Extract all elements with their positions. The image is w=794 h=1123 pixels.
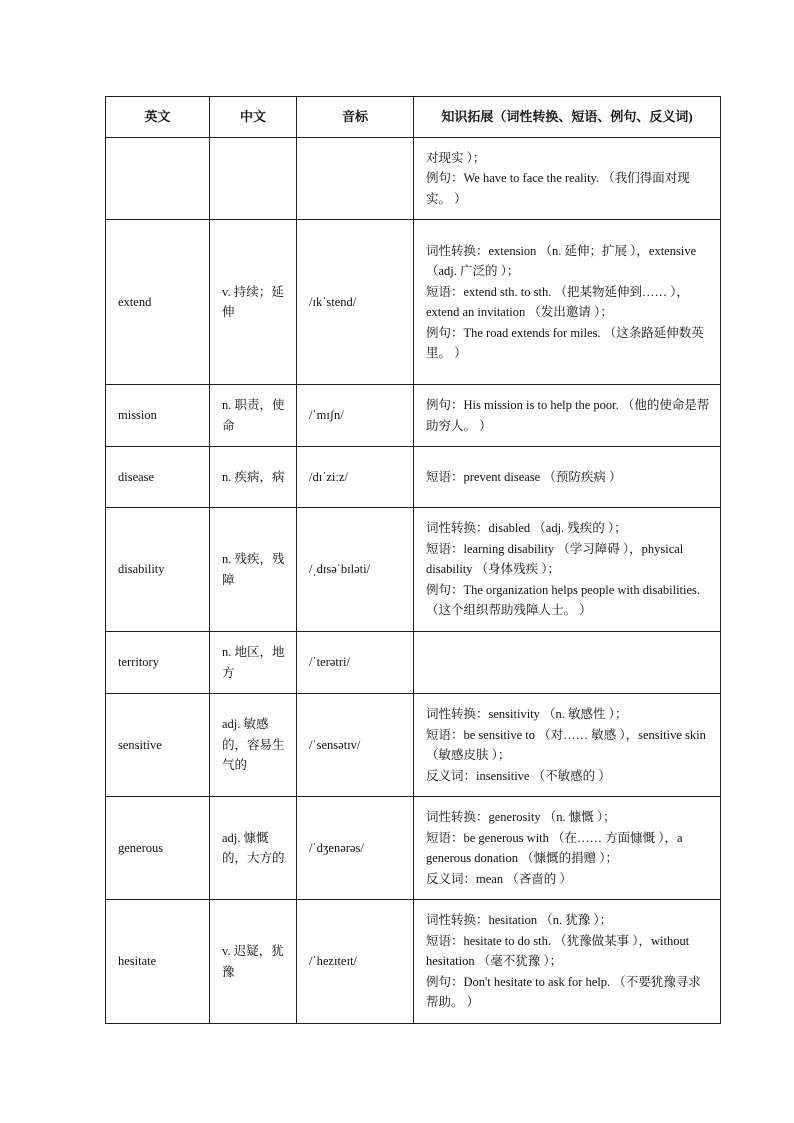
phonetic-cell: /ˈhezɪteɪt/ (297, 900, 414, 1024)
note-line: 短语：prevent disease （预防疾病 ） (426, 469, 622, 484)
header-chinese: 中文 (210, 97, 297, 138)
note-line: 短语：hesitate to do sth. （犹豫做某事 ），without hesitation （毫不犹豫 ）； (426, 933, 690, 969)
notes-cell (414, 447, 721, 508)
meaning-cell: v. 迟疑，犹豫 (210, 900, 297, 1024)
table-row (106, 900, 721, 1024)
note-line: 词性转换：generosity （n. 慷慨 ）； (426, 810, 616, 824)
phonetic-cell: /ˈsensətɪv/ (297, 694, 414, 797)
meaning-cell: adj. 慷慨的，大方的 (210, 797, 297, 900)
table-row (106, 797, 721, 900)
header-phonetic: 音标 (297, 97, 414, 138)
phonetic-cell (297, 138, 414, 220)
word-cell (106, 138, 210, 220)
header-english: 英文 (106, 97, 210, 138)
word-cell: generous (106, 797, 210, 900)
meaning-cell: n. 地区，地方 (210, 632, 297, 694)
notes-cell (414, 508, 721, 632)
meaning-cell: n. 职责，使命 (210, 385, 297, 447)
phonetic-cell: /dɪˈziːz/ (297, 447, 414, 508)
notes-cell (414, 900, 721, 1024)
notes-cell (414, 220, 721, 385)
notes-cell (414, 385, 721, 447)
note-line: 反义词：insensitive （不敏感的 ） (426, 768, 611, 783)
table-row (106, 508, 721, 632)
phonetic-cell: /ˈterətri/ (297, 632, 414, 694)
word-cell: disability (106, 508, 210, 632)
notes-cell (414, 138, 721, 220)
note-line: 对现实 ）； (426, 150, 486, 165)
note-line: 例句：His mission is to help the poor. （他的使命是帮助穷人。 ） (426, 398, 710, 433)
note-line: 例句：We have to face the reality. （我们得面对现实。 ） (426, 171, 690, 206)
table-row (106, 447, 721, 508)
word-cell: disease (106, 447, 210, 508)
phonetic-cell: /ˌdɪsəˈbɪləti/ (297, 508, 414, 632)
word-cell: extend (106, 220, 210, 385)
meaning-cell: v. 持续；延伸 (210, 220, 297, 385)
note-line: 短语：be generous with （在…… 方面慷慨 ），a generous donation （慷慨的捐赠 ）； (426, 830, 683, 865)
table-row (106, 220, 721, 385)
word-cell: territory (106, 632, 210, 694)
table-row (106, 632, 721, 694)
notes-cell (414, 632, 721, 694)
header-row (106, 97, 721, 138)
meaning-cell: n. 残疾，残障 (210, 508, 297, 632)
note-line: 例句：Don't hesitate to ask for help. （不要犹豫寻求帮助。 ） (426, 974, 701, 1010)
note-line: 词性转换：disabled （adj. 残疾的 ）； (426, 521, 627, 536)
table-row (106, 385, 721, 447)
phonetic-cell: /ˈdʒenərəs/ (297, 797, 414, 900)
meaning-cell: n. 疾病，病 (210, 447, 297, 508)
note-line: 词性转换：extension （n. 延伸；扩展 ），extensive （adj. 广泛的 ）； (426, 243, 697, 278)
word-cell: sensitive (106, 694, 210, 797)
table-row (106, 138, 721, 220)
notes-cell (414, 797, 721, 900)
note-line: 反义词：mean （吝啬的 ） (426, 871, 572, 886)
meaning-cell (210, 138, 297, 220)
header-extension: 知识拓展（词性转换、短语、例句、反义词) (414, 97, 721, 138)
phonetic-cell: /ɪkˈstend/ (297, 220, 414, 385)
note-line: 例句：The road extends for miles. （这条路延伸数英里。 ） (426, 325, 704, 360)
note-line: 词性转换：sensitivity （n. 敏感性 ）； (426, 707, 628, 721)
note-line: 例句：The organization helps people with disabilities. （这个组织帮助残障人士。 ） (426, 582, 701, 618)
word-cell: hesitate (106, 900, 210, 1024)
meaning-cell: adj. 敏感的，容易生气的 (210, 694, 297, 797)
note-line: 短语：be sensitive to （对…… 敏感 ），sensitive skin （敏感皮肤 ）； (426, 727, 706, 762)
note-line: 短语：extend sth. to sth. （把某物延伸到…… ），extend an invitation （发出邀请 ）； (426, 284, 689, 319)
word-cell: mission (106, 385, 210, 447)
note-line: 词性转换：hesitation （n. 犹豫 ）； (426, 913, 613, 928)
table-row (106, 694, 721, 797)
notes-cell (414, 694, 721, 797)
note-line: 短语：learning disability （学习障碍 ），physical disability （身体残疾 ）； (426, 541, 684, 577)
phonetic-cell: /ˈmɪʃn/ (297, 385, 414, 447)
vocabulary-table (105, 96, 721, 1024)
